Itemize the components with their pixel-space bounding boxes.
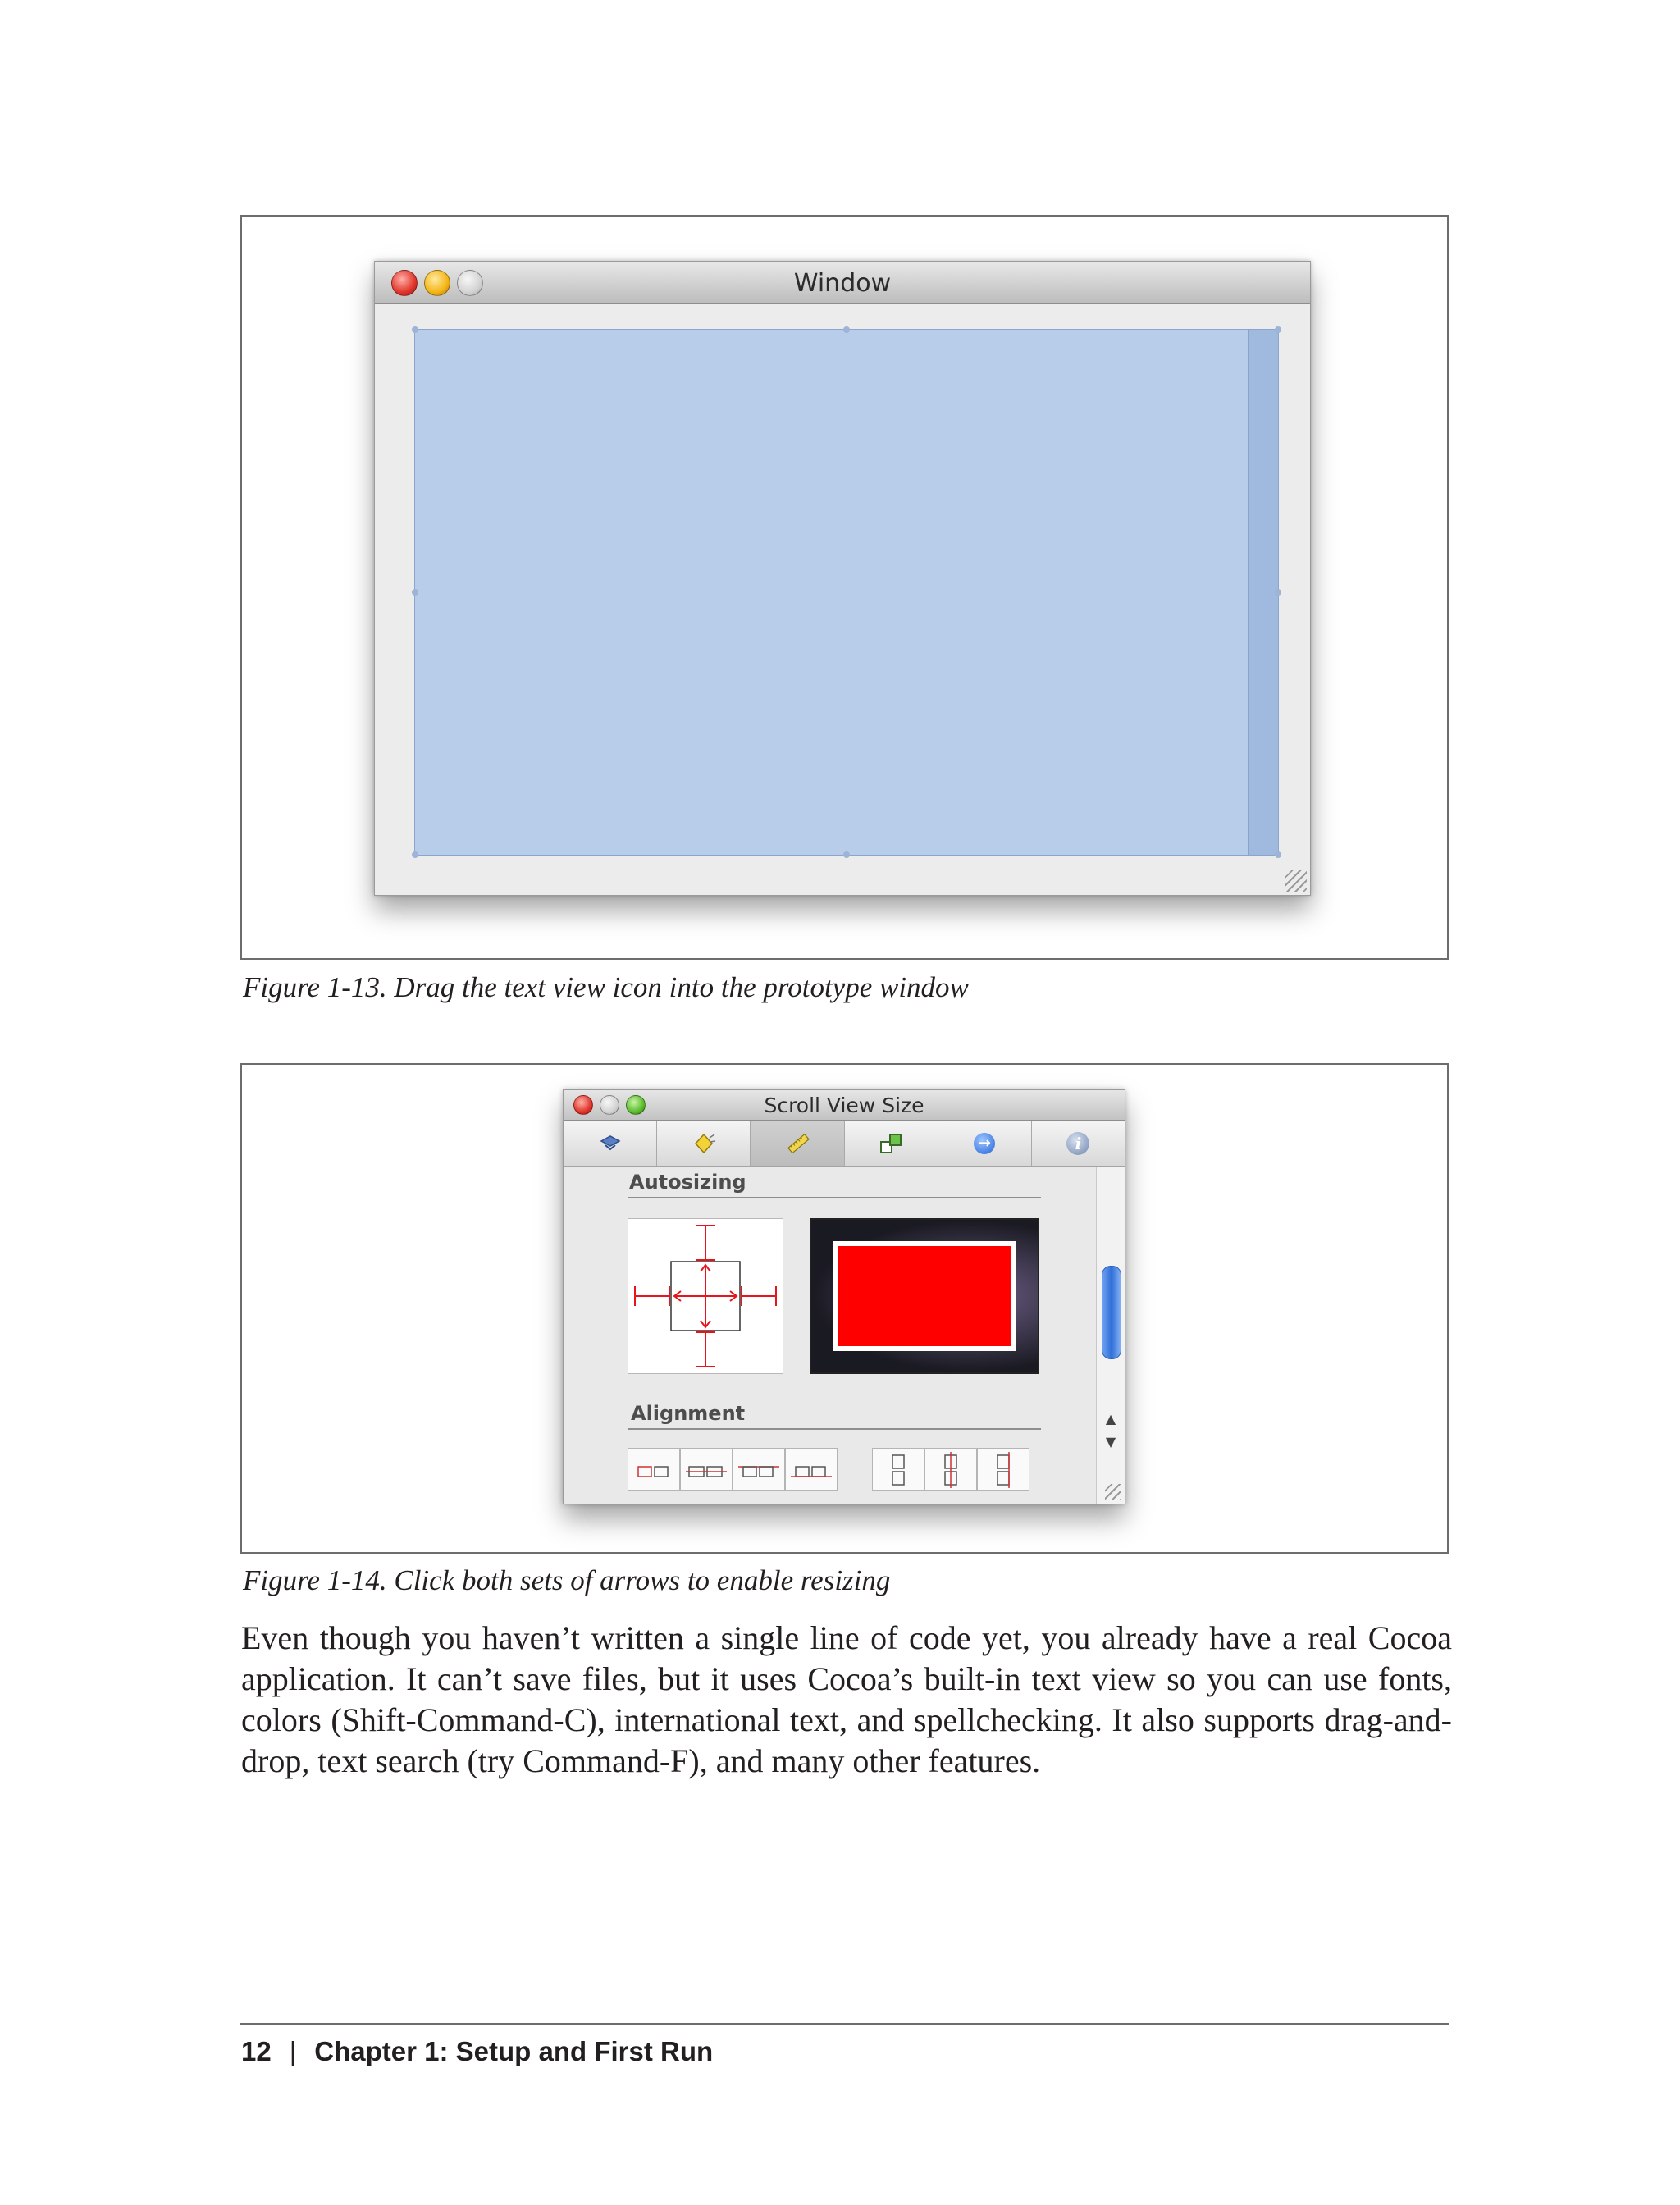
align-v-centers-button[interactable]	[924, 1448, 977, 1491]
autosizing-control[interactable]	[628, 1218, 783, 1374]
inspector-titlebar[interactable]	[564, 1090, 1125, 1121]
align-center-icon	[681, 1449, 732, 1490]
effects-icon	[692, 1131, 716, 1156]
autosizing-preview	[810, 1218, 1039, 1374]
tab-connections[interactable]	[845, 1121, 938, 1166]
selection-handle[interactable]	[412, 326, 418, 333]
size-ruler-icon	[785, 1131, 810, 1156]
inspector-body	[564, 1167, 1125, 1504]
text-view[interactable]	[414, 329, 1279, 856]
align-left-edges-button[interactable]	[628, 1448, 680, 1491]
connections-icon	[879, 1131, 903, 1156]
alignment-label: Alignment	[631, 1402, 746, 1425]
resize-grip-icon[interactable]	[1285, 870, 1307, 892]
align-vertical-right-icon	[978, 1449, 1029, 1490]
resize-grip-icon[interactable]	[1105, 1484, 1121, 1500]
preview-window	[833, 1241, 1016, 1351]
bindings-arrow-icon: →	[974, 1133, 995, 1154]
text-view-scrollbar[interactable]	[1248, 330, 1278, 855]
figure-1-13-caption: Figure 1-13. Drag the text view icon into the prototype window	[243, 971, 969, 1003]
page-footer	[241, 2036, 713, 2067]
autosizing-struts-springs[interactable]	[628, 1219, 783, 1373]
selection-handle[interactable]	[412, 851, 418, 858]
window-titlebar[interactable]	[375, 262, 1310, 304]
footer-rule	[240, 2023, 1449, 2025]
selection-handle[interactable]	[843, 851, 850, 858]
inspector-toolbar	[564, 1121, 1125, 1167]
align-left-column-button[interactable]	[872, 1448, 924, 1491]
alignment-rule	[628, 1428, 1041, 1430]
chapter-title: Chapter 1: Setup and First Run	[314, 2036, 714, 2066]
selection-handle[interactable]	[412, 589, 418, 596]
scroll-down-arrow-icon[interactable]: ▼	[1105, 1434, 1116, 1449]
align-left-icon	[628, 1449, 679, 1490]
window-title: Window	[793, 269, 892, 298]
scroll-up-arrow-icon[interactable]: ▲	[1105, 1411, 1116, 1427]
identity-info-icon: i	[1066, 1132, 1089, 1155]
align-right-column-button[interactable]	[977, 1448, 1029, 1491]
preview-view	[838, 1246, 1011, 1346]
autosizing-label: Autosizing	[629, 1171, 746, 1194]
horizontal-alignment-buttons	[628, 1448, 838, 1491]
vertical-alignment-buttons	[872, 1448, 1029, 1491]
selection-handle[interactable]	[1275, 589, 1281, 596]
tab-identity[interactable]	[1032, 1121, 1125, 1166]
tab-effects[interactable]	[657, 1121, 751, 1166]
align-top-icon	[733, 1449, 784, 1490]
body-paragraph: Even though you haven’t written a single line of code yet, you already have a real Cocoa application. It can’t save files, but it uses Cocoa’s built-in text view so you can use fonts, colors (Shift-Command-C), international text, and spellchecking. It also supports drag-and-drop, text search (try Command-F), and many other features.	[241, 1619, 1452, 1779]
autosizing-rule	[628, 1197, 1041, 1198]
inspector-scrollbar[interactable]	[1096, 1167, 1125, 1504]
footer-separator: |	[289, 2036, 297, 2066]
align-top-edges-button[interactable]	[733, 1448, 785, 1491]
selection-handle[interactable]	[843, 326, 850, 333]
scrollbar-thumb[interactable]	[1102, 1266, 1121, 1359]
figure-1-14-caption: Figure 1-14. Click both sets of arrows to enable resizing	[243, 1564, 891, 1596]
align-vertical-center-icon	[925, 1449, 976, 1490]
tab-attributes[interactable]	[564, 1121, 657, 1166]
align-bottom-icon	[786, 1449, 837, 1490]
selection-handle[interactable]	[1275, 851, 1281, 858]
align-h-centers-button[interactable]	[680, 1448, 733, 1491]
inspector-window	[563, 1089, 1125, 1504]
selection-handle[interactable]	[1275, 326, 1281, 333]
tab-bindings[interactable]	[938, 1121, 1032, 1166]
align-bottom-edges-button[interactable]	[785, 1448, 838, 1491]
attributes-icon	[598, 1131, 623, 1156]
inspector-title: Scroll View Size	[764, 1093, 924, 1117]
page-number: 12	[241, 2036, 272, 2066]
align-vertical-left-icon	[873, 1449, 924, 1490]
tab-size[interactable]	[751, 1121, 844, 1166]
prototype-window	[374, 261, 1311, 896]
